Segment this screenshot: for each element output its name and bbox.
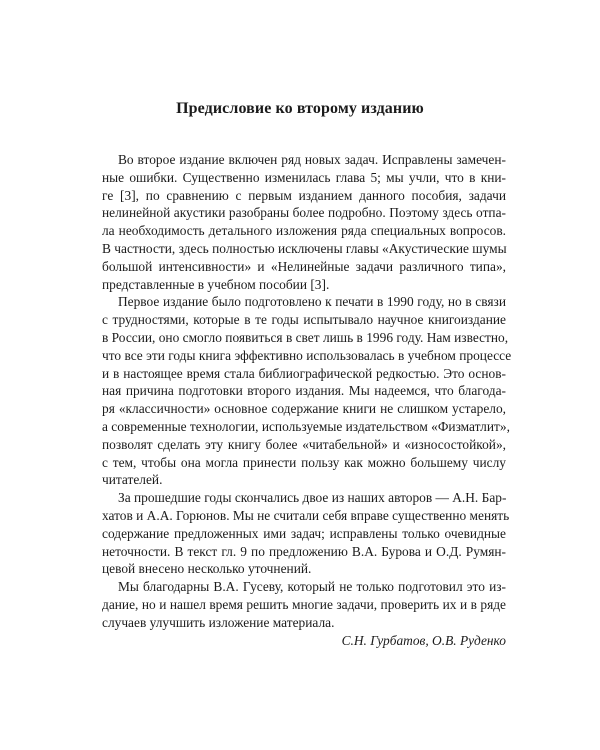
page-title: Предисловие ко второму изданию [176, 100, 424, 117]
text-line: нелинейной акустики разобраны более подробно. Поэтому здесь отпа- [102, 205, 506, 221]
text-line: Первое издание было подготовлено к печати в 1990 году, но в связи [118, 294, 506, 310]
text-line: В частности, здесь полностью исключены главы «Акустические шумы [102, 240, 507, 256]
text-line: содержание предложенных ими задач; исправлены только очевидные [102, 525, 506, 541]
paragraph-4 [102, 578, 506, 631]
text-line: ла необходимость детального изложения ряда специальных вопросов. [102, 223, 506, 239]
text-line: и в настоящее время стала библиографической редкостью. Это основ- [102, 365, 506, 381]
paragraph-2 [102, 293, 512, 489]
text-line: ные ошибки. Существенно изменилась глава 5; мы учли, что в кни- [102, 169, 506, 185]
text-line: в России, оно смогло появиться в свет лишь в 1996 году. Нам известно, [102, 329, 509, 345]
text-line: а современные технологии, используемые издательством «Физматлит», [102, 418, 510, 434]
text-line: неточности. В текст гл. 9 по предложению В.А. Бурова и О.Д. Румян- [102, 543, 506, 559]
text-line: Во второе издание включен ряд новых задач. Исправлены замечен- [118, 152, 506, 167]
text-line: ге [3], по сравнению с первым изданием данного пособия, задачи [102, 187, 506, 203]
text-line: дание, но и нашел время решить многие задачи, проверить их и в ряде [102, 596, 506, 612]
preface-body [102, 151, 512, 649]
text-line: большой интенсивности» и «Нелинейные задачи различного типа», [102, 258, 506, 274]
text-line: цевой внесено несколько уточнений. [102, 561, 312, 577]
text-line: За прошедшие годы скончались двое из наших авторов — А.Н. Бар- [118, 490, 507, 506]
text-line: с тем, чтобы она могла принести пользу как можно большему числу [102, 454, 506, 470]
paragraph-1 [102, 151, 506, 293]
author-signature: С.Н. Гурбатов, О.В. Руденко [341, 632, 506, 648]
text-line: что все эти годы книга эффективно использовалась в учебном процессе [102, 347, 512, 363]
text-line: ря «классичности» основное содержание книги не слишком устарело, [102, 401, 506, 417]
text-line: Мы благодарны В.А. Гусеву, который не только подготовил это из- [118, 579, 506, 595]
text-line: хатов и А.А. Горюнов. Мы не считали себя вправе существенно менять [102, 507, 510, 523]
text-line: представленные в учебном пособии [3]. [102, 276, 330, 292]
text-line: с трудностями, которые в те годы испытывало научное книгоиздание [102, 312, 506, 328]
text-line: случаев улучшить изложение материала. [102, 614, 335, 630]
text-line: читателей. [102, 472, 163, 488]
paragraph-3 [102, 489, 510, 578]
text-line: ная причина подготовки второго издания. Мы надеемся, что благода- [102, 383, 506, 399]
text-line: позволят сделать эту книгу более «читабельной» и «износостойкой», [102, 436, 506, 452]
